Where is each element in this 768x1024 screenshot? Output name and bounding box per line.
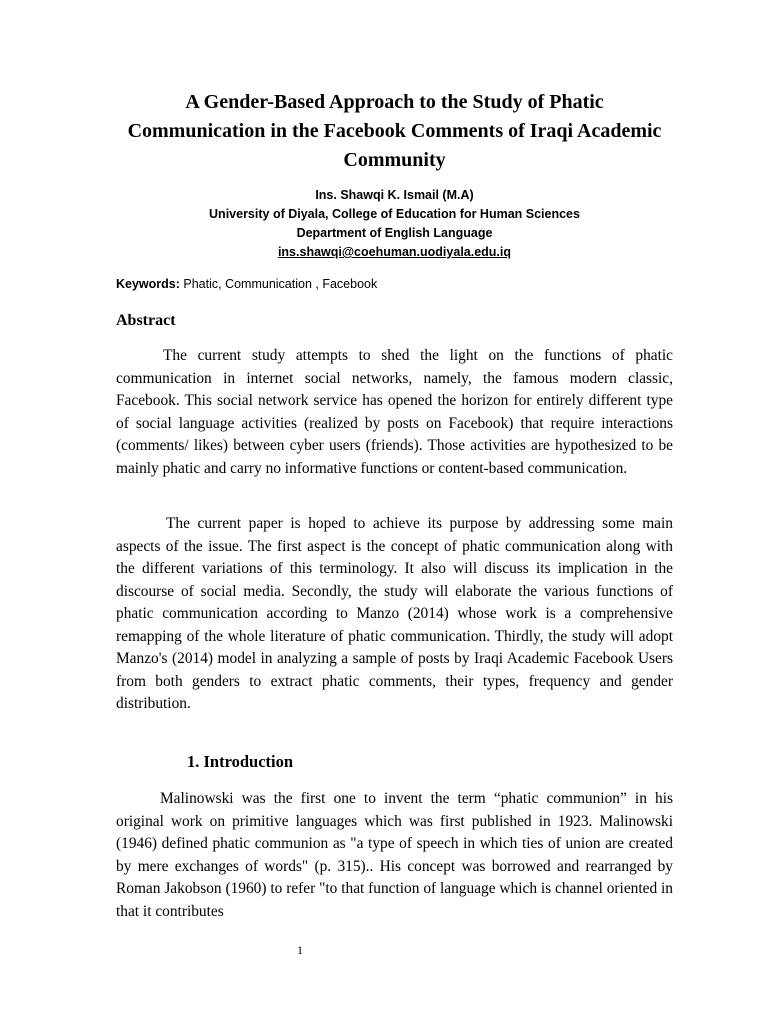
page-number: 1 — [297, 943, 303, 957]
author-department: Department of English Language — [296, 226, 493, 240]
keywords-label: Keywords: — [116, 277, 180, 291]
abstract-heading: Abstract — [116, 312, 176, 329]
abstract-paragraph-2: The current paper is hoped to achieve its purpose by addressing some main aspects of the issue. The first aspect is the concept of phatic communication along with the different variations of this terminology. It also will discuss its implication in the discourse of social media. Secondly, the study will elaborate the various functions of phatic communication according to Manzo (2014) whose work is a comprehensive remapping of the whole literature of phatic communication. Thirdly, the study will adopt Manzo's (2014) model in analyzing a sample of posts by Iraqi Academic Facebook Users from both genders to extract phatic comments, their types, frequency and gender distribution. — [116, 515, 673, 712]
keywords-value: Phatic, Communication , Facebook — [179, 277, 378, 291]
abstract-paragraph-1: The current study attempts to shed the light on the functions of phatic communication in internet social networks, namely, the famous modern classic, Facebook. This social network service has opened the horizon for entirely different type of social language activities (realized by posts on Facebook) that require interactions (comments/ likes) between cyber users (friends). Those activities are hypothesized to be mainly phatic and carry no informative functions or content-based communication. — [116, 347, 673, 477]
author-block — [116, 186, 673, 262]
introduction-paragraph: Malinowski was the first one to invent the term “phatic communion” in his original work on primitive languages which was first published in 1923. Malinowski (1946) defined phatic communion as "a type of speech in which ties of union are created by mere exchanges of words" (p. 315).. His concept was borrowed and rearranged by Roman Jakobson (1960) to refer "to that function of language which is channel oriented in that it contributes — [116, 790, 673, 920]
author-email-link[interactable]: ins.shawqi@coehuman.uodiyala.edu.iq — [277, 245, 512, 259]
paper-title: A Gender-Based Approach to the Study of Phatic Communication in the Facebook Comments of Iraqi Academic Community — [127, 91, 662, 171]
author-name: Ins. Shawqi K. Ismail (M.A) — [315, 188, 474, 202]
keywords-line — [116, 275, 377, 294]
author-affiliation: University of Diyala, College of Education for Human Sciences — [209, 207, 580, 221]
introduction-heading: 1. Introduction — [187, 752, 294, 771]
